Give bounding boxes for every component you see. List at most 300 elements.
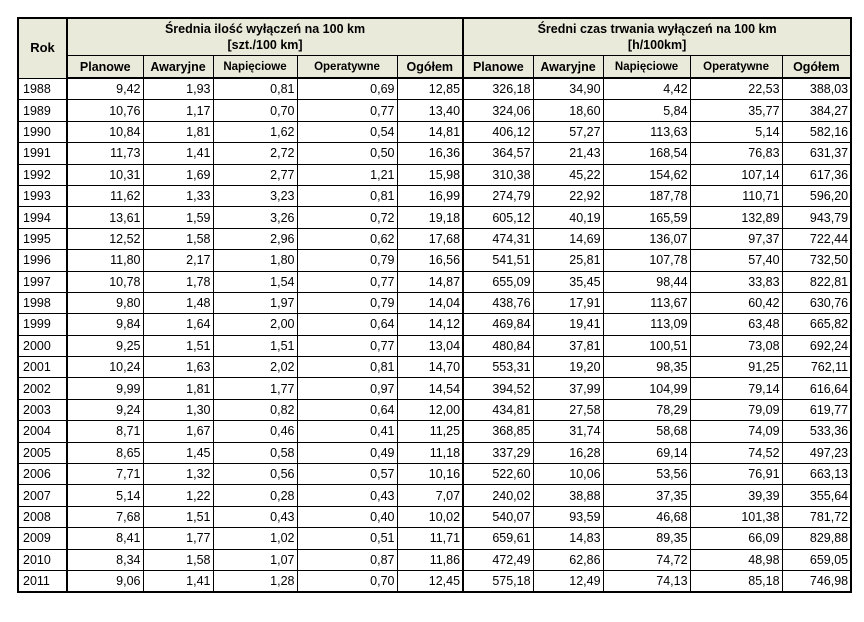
value-cell: 368,85 [463, 421, 533, 442]
value-cell: 14,81 [397, 121, 463, 142]
value-cell: 9,24 [67, 399, 143, 420]
value-cell: 11,73 [67, 143, 143, 164]
column-header: Napięciowe [603, 56, 690, 79]
value-cell: 2,96 [213, 228, 297, 249]
value-cell: 76,91 [690, 464, 782, 485]
value-cell: 533,36 [782, 421, 851, 442]
value-cell: 57,27 [533, 121, 603, 142]
value-cell: 1,32 [143, 464, 213, 485]
table-row [18, 485, 851, 506]
value-cell: 69,14 [603, 442, 690, 463]
value-cell: 337,29 [463, 442, 533, 463]
value-cell: 438,76 [463, 292, 533, 313]
value-cell: 11,80 [67, 250, 143, 271]
table-row [18, 549, 851, 570]
table-row [18, 570, 851, 592]
value-cell: 3,26 [213, 207, 297, 228]
year-cell: 1992 [18, 164, 67, 185]
value-cell: 113,09 [603, 314, 690, 335]
value-cell: 12,49 [533, 570, 603, 592]
year-cell: 1998 [18, 292, 67, 313]
value-cell: 62,86 [533, 549, 603, 570]
value-cell: 15,98 [397, 164, 463, 185]
outage-table [17, 17, 852, 593]
group-b-title: Średni czas trwania wyłączeń na 100 km [537, 22, 777, 36]
table-row [18, 164, 851, 185]
value-cell: 10,06 [533, 464, 603, 485]
value-cell: 406,12 [463, 121, 533, 142]
value-cell: 388,03 [782, 78, 851, 100]
value-cell: 101,38 [690, 506, 782, 527]
value-cell: 11,71 [397, 528, 463, 549]
year-cell: 2002 [18, 378, 67, 399]
value-cell: 48,98 [690, 549, 782, 570]
table-row [18, 207, 851, 228]
value-cell: 1,51 [143, 335, 213, 356]
value-cell: 5,14 [67, 485, 143, 506]
value-cell: 13,04 [397, 335, 463, 356]
value-cell: 5,84 [603, 100, 690, 121]
value-cell: 0,70 [213, 100, 297, 121]
value-cell: 1,21 [297, 164, 397, 185]
value-cell: 0,49 [297, 442, 397, 463]
value-cell: 0,81 [297, 357, 397, 378]
value-cell: 0,62 [297, 228, 397, 249]
value-cell: 73,08 [690, 335, 782, 356]
value-cell: 9,84 [67, 314, 143, 335]
value-cell: 35,77 [690, 100, 782, 121]
value-cell: 76,83 [690, 143, 782, 164]
value-cell: 474,31 [463, 228, 533, 249]
value-cell: 2,17 [143, 250, 213, 271]
year-cell: 2009 [18, 528, 67, 549]
table-row [18, 421, 851, 442]
value-cell: 0,64 [297, 399, 397, 420]
year-cell: 2007 [18, 485, 67, 506]
value-cell: 8,65 [67, 442, 143, 463]
value-cell: 91,25 [690, 357, 782, 378]
value-cell: 617,36 [782, 164, 851, 185]
value-cell: 10,78 [67, 271, 143, 292]
value-cell: 12,00 [397, 399, 463, 420]
value-cell: 497,23 [782, 442, 851, 463]
value-cell: 78,29 [603, 399, 690, 420]
value-cell: 97,37 [690, 228, 782, 249]
value-cell: 100,51 [603, 335, 690, 356]
value-cell: 781,72 [782, 506, 851, 527]
value-cell: 8,41 [67, 528, 143, 549]
value-cell: 619,77 [782, 399, 851, 420]
value-cell: 0,43 [213, 506, 297, 527]
value-cell: 107,14 [690, 164, 782, 185]
column-header: Ogółem [782, 56, 851, 79]
value-cell: 165,59 [603, 207, 690, 228]
value-cell: 37,81 [533, 335, 603, 356]
group-a-header [67, 18, 463, 56]
value-cell: 829,88 [782, 528, 851, 549]
table-row [18, 464, 851, 485]
column-header: Planowe [463, 56, 533, 79]
table-row [18, 506, 851, 527]
value-cell: 107,78 [603, 250, 690, 271]
value-cell: 104,99 [603, 378, 690, 399]
value-cell: 1,78 [143, 271, 213, 292]
year-cell: 1994 [18, 207, 67, 228]
value-cell: 14,83 [533, 528, 603, 549]
value-cell: 74,52 [690, 442, 782, 463]
group-b-header [463, 18, 851, 56]
value-cell: 110,71 [690, 185, 782, 206]
value-cell: 582,16 [782, 121, 851, 142]
value-cell: 45,22 [533, 164, 603, 185]
value-cell: 1,22 [143, 485, 213, 506]
value-cell: 0,41 [297, 421, 397, 442]
value-cell: 1,45 [143, 442, 213, 463]
value-cell: 616,64 [782, 378, 851, 399]
value-cell: 57,40 [690, 250, 782, 271]
value-cell: 9,06 [67, 570, 143, 592]
value-cell: 631,37 [782, 143, 851, 164]
value-cell: 11,86 [397, 549, 463, 570]
value-cell: 21,43 [533, 143, 603, 164]
value-cell: 0,72 [297, 207, 397, 228]
value-cell: 9,42 [67, 78, 143, 100]
value-cell: 1,51 [143, 506, 213, 527]
value-cell: 98,35 [603, 357, 690, 378]
column-header: Awaryjne [533, 56, 603, 79]
table-row [18, 378, 851, 399]
value-cell: 1,02 [213, 528, 297, 549]
value-cell: 12,85 [397, 78, 463, 100]
value-cell: 22,92 [533, 185, 603, 206]
value-cell: 33,83 [690, 271, 782, 292]
value-cell: 7,07 [397, 485, 463, 506]
table-row [18, 399, 851, 420]
value-cell: 113,67 [603, 292, 690, 313]
table-row [18, 335, 851, 356]
value-cell: 63,48 [690, 314, 782, 335]
value-cell: 943,79 [782, 207, 851, 228]
value-cell: 434,81 [463, 399, 533, 420]
value-cell: 85,18 [690, 570, 782, 592]
value-cell: 692,24 [782, 335, 851, 356]
value-cell: 553,31 [463, 357, 533, 378]
value-cell: 472,49 [463, 549, 533, 570]
value-cell: 8,71 [67, 421, 143, 442]
value-cell: 98,44 [603, 271, 690, 292]
value-cell: 630,76 [782, 292, 851, 313]
value-cell: 240,02 [463, 485, 533, 506]
value-cell: 113,63 [603, 121, 690, 142]
value-cell: 17,68 [397, 228, 463, 249]
table-row [18, 143, 851, 164]
group-a-title: Średnia ilość wyłączeń na 100 km [164, 22, 366, 36]
column-header: Operatywne [690, 56, 782, 79]
year-cell: 1996 [18, 250, 67, 271]
value-cell: 665,82 [782, 314, 851, 335]
value-cell: 722,44 [782, 228, 851, 249]
value-cell: 1,28 [213, 570, 297, 592]
value-cell: 384,27 [782, 100, 851, 121]
value-cell: 9,80 [67, 292, 143, 313]
table-row [18, 271, 851, 292]
value-cell: 3,23 [213, 185, 297, 206]
value-cell: 1,81 [143, 378, 213, 399]
value-cell: 1,67 [143, 421, 213, 442]
column-header: Operatywne [297, 56, 397, 79]
value-cell: 1,51 [213, 335, 297, 356]
value-cell: 0,57 [297, 464, 397, 485]
value-cell: 355,64 [782, 485, 851, 506]
value-cell: 11,25 [397, 421, 463, 442]
value-cell: 1,93 [143, 78, 213, 100]
value-cell: 1,07 [213, 549, 297, 570]
value-cell: 2,77 [213, 164, 297, 185]
value-cell: 0,79 [297, 292, 397, 313]
value-cell: 14,70 [397, 357, 463, 378]
value-cell: 14,69 [533, 228, 603, 249]
value-cell: 480,84 [463, 335, 533, 356]
value-cell: 79,14 [690, 378, 782, 399]
table-row [18, 442, 851, 463]
value-cell: 0,70 [297, 570, 397, 592]
value-cell: 39,39 [690, 485, 782, 506]
value-cell: 1,54 [213, 271, 297, 292]
value-cell: 1,41 [143, 570, 213, 592]
value-cell: 822,81 [782, 271, 851, 292]
year-cell: 1991 [18, 143, 67, 164]
table-row [18, 228, 851, 249]
value-cell: 11,62 [67, 185, 143, 206]
value-cell: 60,42 [690, 292, 782, 313]
value-cell: 93,59 [533, 506, 603, 527]
table-body [18, 78, 851, 592]
value-cell: 605,12 [463, 207, 533, 228]
value-cell: 16,99 [397, 185, 463, 206]
value-cell: 1,69 [143, 164, 213, 185]
value-cell: 66,09 [690, 528, 782, 549]
value-cell: 74,13 [603, 570, 690, 592]
value-cell: 596,20 [782, 185, 851, 206]
value-cell: 22,53 [690, 78, 782, 100]
value-cell: 168,54 [603, 143, 690, 164]
value-cell: 10,02 [397, 506, 463, 527]
value-cell: 187,78 [603, 185, 690, 206]
value-cell: 14,54 [397, 378, 463, 399]
value-cell: 9,99 [67, 378, 143, 399]
value-cell: 0,81 [213, 78, 297, 100]
table-row [18, 78, 851, 100]
value-cell: 746,98 [782, 570, 851, 592]
value-cell: 0,77 [297, 271, 397, 292]
column-header: Planowe [67, 56, 143, 79]
value-cell: 89,35 [603, 528, 690, 549]
value-cell: 31,74 [533, 421, 603, 442]
value-cell: 5,14 [690, 121, 782, 142]
value-cell: 10,24 [67, 357, 143, 378]
value-cell: 1,48 [143, 292, 213, 313]
value-cell: 1,97 [213, 292, 297, 313]
value-cell: 310,38 [463, 164, 533, 185]
value-cell: 79,09 [690, 399, 782, 420]
value-cell: 0,46 [213, 421, 297, 442]
value-cell: 10,84 [67, 121, 143, 142]
value-cell: 1,81 [143, 121, 213, 142]
value-cell: 14,04 [397, 292, 463, 313]
year-cell: 1989 [18, 100, 67, 121]
value-cell: 0,28 [213, 485, 297, 506]
value-cell: 53,56 [603, 464, 690, 485]
value-cell: 0,87 [297, 549, 397, 570]
year-cell: 2006 [18, 464, 67, 485]
year-cell: 2010 [18, 549, 67, 570]
year-cell: 2005 [18, 442, 67, 463]
value-cell: 0,50 [297, 143, 397, 164]
value-cell: 2,02 [213, 357, 297, 378]
year-cell: 1999 [18, 314, 67, 335]
value-cell: 14,12 [397, 314, 463, 335]
value-cell: 154,62 [603, 164, 690, 185]
year-cell: 2008 [18, 506, 67, 527]
table-row [18, 292, 851, 313]
year-cell: 1997 [18, 271, 67, 292]
value-cell: 27,58 [533, 399, 603, 420]
value-cell: 17,91 [533, 292, 603, 313]
value-cell: 10,16 [397, 464, 463, 485]
value-cell: 25,81 [533, 250, 603, 271]
table-row [18, 250, 851, 271]
value-cell: 1,59 [143, 207, 213, 228]
value-cell: 11,18 [397, 442, 463, 463]
value-cell: 8,34 [67, 549, 143, 570]
value-cell: 324,06 [463, 100, 533, 121]
value-cell: 1,63 [143, 357, 213, 378]
value-cell: 0,79 [297, 250, 397, 271]
value-cell: 136,07 [603, 228, 690, 249]
value-cell: 0,58 [213, 442, 297, 463]
value-cell: 0,77 [297, 335, 397, 356]
table-row [18, 100, 851, 121]
value-cell: 663,13 [782, 464, 851, 485]
value-cell: 2,00 [213, 314, 297, 335]
year-header: Rok [18, 18, 67, 78]
year-cell: 1990 [18, 121, 67, 142]
value-cell: 522,60 [463, 464, 533, 485]
value-cell: 0,69 [297, 78, 397, 100]
year-cell: 2000 [18, 335, 67, 356]
value-cell: 732,50 [782, 250, 851, 271]
value-cell: 1,17 [143, 100, 213, 121]
value-cell: 762,11 [782, 357, 851, 378]
value-cell: 9,25 [67, 335, 143, 356]
value-cell: 541,51 [463, 250, 533, 271]
value-cell: 7,68 [67, 506, 143, 527]
value-cell: 0,54 [297, 121, 397, 142]
value-cell: 655,09 [463, 271, 533, 292]
value-cell: 74,09 [690, 421, 782, 442]
value-cell: 16,28 [533, 442, 603, 463]
value-cell: 38,88 [533, 485, 603, 506]
value-cell: 0,82 [213, 399, 297, 420]
value-cell: 12,52 [67, 228, 143, 249]
value-cell: 10,31 [67, 164, 143, 185]
value-cell: 0,64 [297, 314, 397, 335]
value-cell: 132,89 [690, 207, 782, 228]
value-cell: 16,36 [397, 143, 463, 164]
value-cell: 575,18 [463, 570, 533, 592]
value-cell: 1,64 [143, 314, 213, 335]
value-cell: 19,41 [533, 314, 603, 335]
column-header: Ogółem [397, 56, 463, 79]
column-header: Napięciowe [213, 56, 297, 79]
year-cell: 2004 [18, 421, 67, 442]
value-cell: 0,51 [297, 528, 397, 549]
year-cell: 1988 [18, 78, 67, 100]
value-cell: 540,07 [463, 506, 533, 527]
value-cell: 58,68 [603, 421, 690, 442]
value-cell: 14,87 [397, 271, 463, 292]
value-cell: 12,45 [397, 570, 463, 592]
value-cell: 13,61 [67, 207, 143, 228]
value-cell: 1,58 [143, 228, 213, 249]
value-cell: 394,52 [463, 378, 533, 399]
value-cell: 74,72 [603, 549, 690, 570]
value-cell: 1,30 [143, 399, 213, 420]
value-cell: 0,43 [297, 485, 397, 506]
table-row [18, 121, 851, 142]
value-cell: 0,77 [297, 100, 397, 121]
value-cell: 37,99 [533, 378, 603, 399]
group-b-unit: [h/100km] [627, 38, 687, 52]
value-cell: 1,77 [213, 378, 297, 399]
value-cell: 1,33 [143, 185, 213, 206]
value-cell: 7,71 [67, 464, 143, 485]
table-row [18, 185, 851, 206]
value-cell: 659,61 [463, 528, 533, 549]
value-cell: 4,42 [603, 78, 690, 100]
value-cell: 274,79 [463, 185, 533, 206]
value-cell: 19,18 [397, 207, 463, 228]
value-cell: 364,57 [463, 143, 533, 164]
year-cell: 2001 [18, 357, 67, 378]
value-cell: 35,45 [533, 271, 603, 292]
value-cell: 40,19 [533, 207, 603, 228]
value-cell: 1,80 [213, 250, 297, 271]
year-cell: 1993 [18, 185, 67, 206]
value-cell: 46,68 [603, 506, 690, 527]
value-cell: 1,58 [143, 549, 213, 570]
value-cell: 0,97 [297, 378, 397, 399]
value-cell: 18,60 [533, 100, 603, 121]
value-cell: 10,76 [67, 100, 143, 121]
value-cell: 469,84 [463, 314, 533, 335]
table-row [18, 314, 851, 335]
value-cell: 1,77 [143, 528, 213, 549]
table-row [18, 357, 851, 378]
year-cell: 2011 [18, 570, 67, 592]
year-cell: 1995 [18, 228, 67, 249]
value-cell: 16,56 [397, 250, 463, 271]
value-cell: 2,72 [213, 143, 297, 164]
column-header: Awaryjne [143, 56, 213, 79]
value-cell: 37,35 [603, 485, 690, 506]
value-cell: 19,20 [533, 357, 603, 378]
year-cell: 2003 [18, 399, 67, 420]
value-cell: 0,40 [297, 506, 397, 527]
value-cell: 0,81 [297, 185, 397, 206]
group-a-unit: [szt./100 km] [227, 38, 303, 52]
value-cell: 34,90 [533, 78, 603, 100]
